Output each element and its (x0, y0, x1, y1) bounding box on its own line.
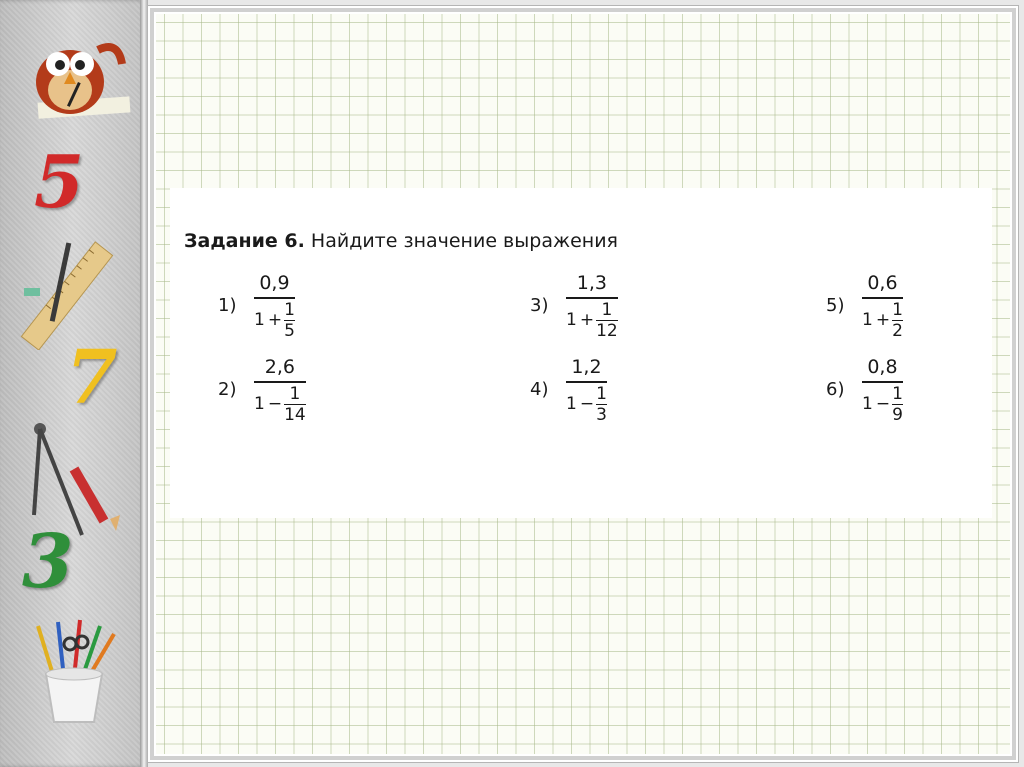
denominator-operator: + (579, 310, 595, 331)
denominator-operator: − (875, 394, 891, 415)
pencil-cup-icon (24, 618, 124, 728)
problem-6 (826, 356, 903, 424)
denominator-operator: − (579, 394, 595, 415)
digit-three-decoration: 3 (22, 519, 74, 605)
problem-expression (566, 356, 607, 424)
inner-fraction (892, 385, 903, 424)
denominator-integer: 1 (862, 394, 873, 415)
problem-numerator: 2,6 (264, 356, 295, 378)
task-instruction: Найдите значение выражения (304, 230, 618, 252)
denominator-operator: + (267, 310, 283, 331)
inner-fraction (892, 301, 903, 340)
problem-label: 6) (826, 379, 845, 401)
inner-numerator: 1 (601, 299, 613, 320)
denominator-operator: − (267, 394, 283, 415)
problem-2 (218, 356, 306, 424)
inner-fraction (284, 385, 306, 424)
sidebar-divider (140, 0, 148, 767)
denominator-operator: + (875, 310, 891, 331)
problem-expression (862, 272, 903, 340)
inner-numerator: 1 (892, 299, 903, 320)
task-number: Задание 6. (184, 230, 305, 252)
problem-numerator: 1,3 (576, 272, 607, 294)
problem-expression (566, 272, 618, 340)
problem-1 (218, 272, 295, 340)
decorative-sidebar (0, 0, 146, 767)
denominator-integer: 1 (862, 310, 873, 331)
inner-denominator: 14 (284, 404, 306, 425)
problem-expression (254, 272, 295, 340)
digit-five-decoration: 5 (34, 139, 85, 224)
problem-5 (826, 272, 903, 340)
problem-label: 4) (530, 379, 549, 401)
inner-fraction (284, 301, 295, 340)
digit-seven-decoration: 7 (66, 335, 118, 421)
problem-expression (862, 356, 903, 424)
problem-denominator (254, 299, 295, 340)
problem-3 (530, 272, 618, 340)
problem-denominator (862, 299, 903, 340)
inner-denominator: 9 (892, 404, 903, 425)
inner-numerator: 1 (289, 383, 301, 404)
problem-label: 2) (218, 379, 237, 401)
problem-4 (530, 356, 607, 424)
inner-denominator: 3 (596, 404, 607, 425)
problem-numerator: 0,6 (867, 272, 898, 294)
problem-label: 3) (530, 295, 549, 317)
task-title (184, 230, 618, 252)
denominator-integer: 1 (566, 310, 577, 331)
inner-denominator: 5 (284, 320, 295, 341)
denominator-integer: 1 (254, 310, 265, 331)
problem-denominator (566, 383, 607, 424)
inner-fraction (596, 385, 607, 424)
inner-numerator: 1 (284, 299, 295, 320)
problem-expression (254, 356, 306, 424)
inner-fraction (596, 301, 618, 340)
inner-denominator: 2 (892, 320, 903, 341)
problem-denominator (566, 299, 618, 340)
problem-numerator: 0,8 (867, 356, 898, 378)
problem-label: 1) (218, 295, 237, 317)
problem-denominator (862, 383, 903, 424)
inner-numerator: 1 (596, 383, 607, 404)
inner-numerator: 1 (892, 383, 903, 404)
problem-numerator: 1,2 (571, 356, 602, 378)
inner-denominator: 12 (596, 320, 618, 341)
owl-mascot-icon (18, 30, 136, 120)
ruler-pencil-icon (18, 240, 118, 350)
denominator-integer: 1 (254, 394, 265, 415)
problem-numerator: 0,9 (259, 272, 290, 294)
task-card (170, 188, 992, 518)
denominator-integer: 1 (566, 394, 577, 415)
problem-denominator (254, 383, 306, 424)
problem-label: 5) (826, 295, 845, 317)
